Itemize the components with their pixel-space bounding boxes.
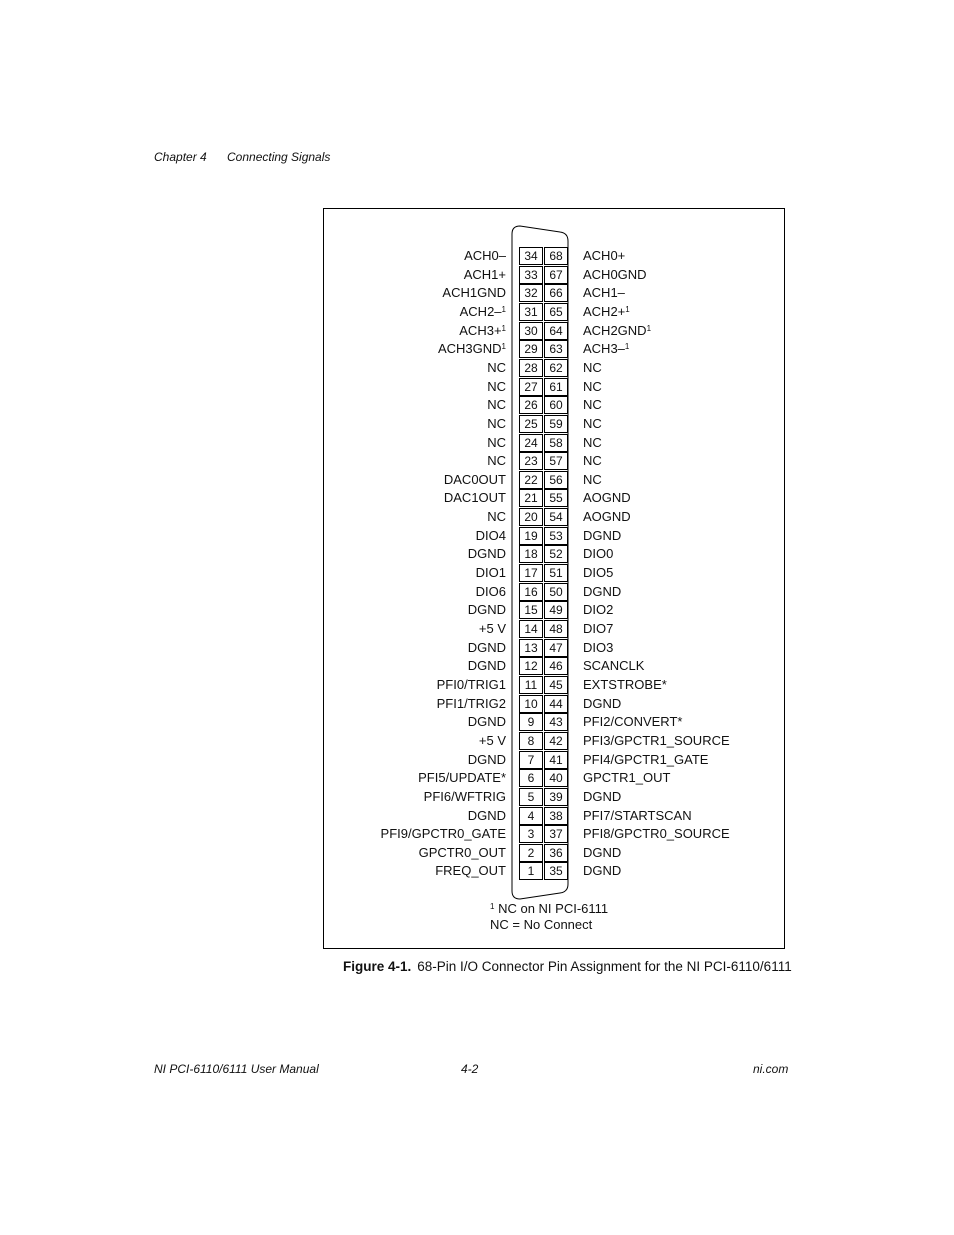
figure-caption: [343, 959, 792, 974]
signal-label-right: [583, 807, 692, 825]
pin-row: [519, 396, 569, 414]
pin-row: [519, 807, 569, 825]
signal-name: ACH1GND: [442, 285, 506, 301]
pin-number-right: 59: [544, 415, 568, 433]
pin-row: [519, 378, 569, 396]
signal-label-left: [468, 639, 506, 657]
signal-name: DIO5: [583, 565, 614, 581]
pin-number-right: 45: [544, 676, 568, 694]
pin-number-right: 47: [544, 639, 568, 657]
signal-label-left: [460, 303, 506, 321]
pin-row: [519, 564, 569, 582]
pin-number-right: 57: [544, 452, 568, 470]
signal-name: PFI8/GPCTR0_SOURCE: [583, 826, 730, 842]
signal-name: DGND: [467, 602, 506, 618]
pin-row: [519, 713, 569, 731]
signal-label-left: [468, 545, 506, 563]
signal-name: NC: [583, 378, 602, 394]
signal-label-left: [419, 844, 506, 862]
pin-number-left: 25: [519, 415, 543, 433]
signal-label-right: [583, 378, 602, 396]
signal-name: NC: [487, 509, 506, 525]
pin-row: [519, 788, 569, 806]
pin-number-left: 10: [519, 695, 543, 713]
signal-name: DGND: [583, 863, 622, 879]
signal-name: DIO3: [583, 639, 614, 655]
signal-name: NC: [487, 359, 506, 375]
signal-label-left: [487, 359, 506, 377]
pin-number-right: 42: [544, 732, 568, 750]
signal-label-left: [479, 732, 506, 750]
signal-label-right: [583, 508, 631, 526]
figure-caption-text: 68-Pin I/O Connector Pin Assignment for the NI PCI-6110/6111: [417, 959, 792, 974]
signal-name: PFI6/WFTRIG: [423, 788, 506, 804]
signal-label-right: [583, 862, 621, 880]
signal-label-left: [476, 564, 506, 582]
pin-row: [519, 415, 569, 433]
signal-label-left: [487, 415, 506, 433]
signal-label-left: [438, 340, 506, 358]
signal-label-right: [583, 676, 667, 694]
signal-name: DGND: [467, 658, 506, 674]
signal-label-right: [583, 657, 644, 675]
pin-number-left: 33: [519, 266, 543, 284]
signal-name: NC: [487, 378, 506, 394]
pin-number-right: 53: [544, 527, 568, 545]
pin-number-left: 7: [519, 751, 543, 769]
pin-number-left: 18: [519, 545, 543, 563]
signal-name: NC: [583, 453, 602, 469]
pin-row: [519, 769, 569, 787]
signal-label-left: [468, 751, 506, 769]
signal-name: DGND: [467, 546, 506, 562]
pin-number-right: 58: [544, 434, 568, 452]
pin-row: [519, 489, 569, 507]
footnote-ref: 1: [624, 342, 630, 352]
signal-name: AOGND: [583, 490, 631, 506]
pin-number-left: 8: [519, 732, 543, 750]
signal-label-right: [583, 545, 613, 563]
pin-row: [519, 471, 569, 489]
signal-label-right: [583, 620, 613, 638]
pin-number-left: 9: [519, 713, 543, 731]
signal-name: NC: [583, 359, 602, 375]
signal-label-right: [583, 266, 647, 284]
pin-row: [519, 434, 569, 452]
signal-label-left: [487, 434, 506, 452]
signal-label-right: [583, 639, 613, 657]
signal-name: ACH0–: [464, 248, 506, 263]
footnote-ref: 1: [501, 342, 506, 352]
signal-label-right: [583, 340, 629, 358]
signal-label-left: [487, 378, 506, 396]
signal-label-right: [583, 601, 613, 619]
signal-name: DIO7: [583, 621, 614, 636]
signal-name: DIO1: [475, 565, 506, 581]
signal-name: ACH0GND: [583, 266, 647, 282]
pin-row: [519, 266, 569, 284]
running-header-title: Connecting Signals: [227, 150, 331, 164]
pin-number-right: 37: [544, 825, 568, 843]
signal-name: ACH3–: [583, 341, 625, 357]
signal-name: ACH1–: [583, 285, 625, 301]
signal-label-right: [583, 452, 602, 470]
pin-number-left: 29: [519, 340, 543, 358]
pin-number-right: 68: [544, 247, 568, 265]
pin-row: [519, 657, 569, 675]
signal-name: DGND: [467, 807, 506, 823]
signal-name: DGND: [583, 844, 622, 860]
pin-number-right: 64: [544, 322, 568, 340]
pin-row: [519, 695, 569, 713]
signal-label-right: [583, 284, 625, 302]
signal-label-left: [381, 825, 506, 843]
signal-name: SCANCLK: [583, 658, 645, 674]
signal-name: NC: [487, 415, 506, 431]
footnote-ref: 1: [501, 323, 506, 333]
signal-name: PFI2/CONVERT*: [583, 714, 683, 730]
pin-number-right: 54: [544, 508, 568, 526]
running-header-chapter: Chapter 4: [154, 150, 207, 164]
signal-label-left: [487, 452, 506, 470]
pin-number-left: 4: [519, 807, 543, 825]
pin-row: [519, 340, 569, 358]
pin-row: [519, 601, 569, 619]
pin-number-right: 40: [544, 769, 568, 787]
signal-name: DGND: [583, 527, 622, 543]
pin-number-right: 52: [544, 545, 568, 563]
pin-number-left: 17: [519, 564, 543, 582]
signal-name: +5 V: [478, 732, 506, 748]
signal-name: PFI4/GPCTR1_GATE: [583, 751, 709, 767]
footer-manual: NI PCI-6110/6111 User Manual: [154, 1062, 319, 1076]
pin-row: [519, 844, 569, 862]
signal-name: NC: [487, 453, 506, 469]
pin-number-left: 23: [519, 452, 543, 470]
signal-name: DGND: [583, 583, 622, 599]
pin-number-left: 14: [519, 620, 543, 638]
pin-number-right: 36: [544, 844, 568, 862]
pin-number-left: 15: [519, 601, 543, 619]
pin-row: [519, 620, 569, 638]
pin-number-left: 24: [519, 434, 543, 452]
signal-name: DGND: [583, 695, 622, 711]
pin-number-right: 55: [544, 489, 568, 507]
signal-name: +5 V: [478, 621, 506, 636]
signal-name: ACH3GND: [437, 341, 502, 357]
signal-label-left: [464, 247, 506, 265]
signal-name: ACH0+: [583, 248, 626, 263]
pin-number-right: 62: [544, 359, 568, 377]
pin-number-left: 16: [519, 583, 543, 601]
signal-name: PFI5/UPDATE*: [418, 770, 506, 786]
pin-number-left: 19: [519, 527, 543, 545]
signal-label-right: [583, 583, 621, 601]
pin-number-left: 26: [519, 396, 543, 414]
signal-name: DIO2: [583, 602, 614, 618]
pin-number-left: 28: [519, 359, 543, 377]
pin-number-left: 31: [519, 303, 543, 321]
signal-name: DIO6: [475, 583, 506, 599]
signal-label-right: [583, 844, 621, 862]
signal-name: GPCTR0_OUT: [418, 844, 506, 860]
signal-label-right: [583, 359, 602, 377]
signal-name: NC: [583, 397, 602, 413]
pin-row: [519, 284, 569, 302]
signal-label-right: [583, 769, 670, 787]
signal-name: EXTSTROBE*: [583, 676, 667, 692]
pin-number-right: 35: [544, 862, 568, 880]
footnote-mark: 1: [490, 902, 495, 911]
pin-number-left: 12: [519, 657, 543, 675]
footnote-text: NC on NI PCI-6111: [498, 901, 609, 916]
signal-label-left: [487, 508, 506, 526]
pin-number-right: 46: [544, 657, 568, 675]
signal-name: ACH3+: [459, 322, 502, 338]
signal-name: NC: [487, 397, 506, 413]
signal-label-right: [583, 751, 708, 769]
signal-label-right: [583, 564, 613, 582]
pin-number-right: 67: [544, 266, 568, 284]
signal-name: DGND: [583, 788, 622, 804]
pin-row: [519, 825, 569, 843]
signal-name: DIO0: [583, 546, 614, 562]
signal-label-right: [583, 434, 602, 452]
signal-name: GPCTR1_OUT: [583, 770, 671, 786]
pin-number-right: 60: [544, 396, 568, 414]
figure-caption-label: Figure 4-1.: [343, 959, 412, 974]
signal-label-left: [487, 396, 506, 414]
pin-number-right: 41: [544, 751, 568, 769]
pin-number-right: 38: [544, 807, 568, 825]
pin-row: [519, 452, 569, 470]
signal-name: PFI3/GPCTR1_SOURCE: [583, 732, 730, 748]
pin-number-right: 66: [544, 284, 568, 302]
pin-number-right: 49: [544, 601, 568, 619]
signal-label-right: [583, 415, 602, 433]
signal-name: NC: [583, 434, 602, 450]
pin-number-right: 39: [544, 788, 568, 806]
pin-number-left: 30: [519, 322, 543, 340]
footer-page-number: 4-2: [461, 1062, 479, 1076]
signal-label-right: [583, 303, 630, 321]
signal-label-right: [583, 788, 621, 806]
pin-row: [519, 247, 569, 265]
signal-name: NC: [487, 434, 506, 450]
pin-row: [519, 303, 569, 321]
footnote-nc-pci6111: [490, 901, 608, 917]
pin-number-right: 51: [544, 564, 568, 582]
pin-number-left: 34: [519, 247, 543, 265]
signal-name: NC: [583, 415, 602, 431]
signal-name: ACH2+: [583, 303, 626, 319]
pin-number-left: 22: [519, 471, 543, 489]
signal-name: PFI7/STARTSCAN: [583, 807, 692, 823]
signal-name: ACH2–: [459, 303, 502, 319]
pin-row: [519, 732, 569, 750]
signal-name: DGND: [467, 751, 506, 767]
signal-label-right: [583, 471, 602, 489]
signal-label-right: [583, 527, 621, 545]
signal-label-left: [435, 862, 506, 880]
signal-label-left: [437, 695, 506, 713]
signal-name: FREQ_OUT: [435, 863, 506, 879]
pin-number-right: 50: [544, 583, 568, 601]
pin-row: [519, 583, 569, 601]
signal-name: PFI0/TRIG1: [436, 676, 506, 692]
signal-label-left: [468, 601, 506, 619]
pin-row: [519, 527, 569, 545]
signal-name: DIO4: [475, 527, 506, 543]
pin-number-right: 61: [544, 378, 568, 396]
signal-label-right: [583, 825, 730, 843]
pin-number-left: 32: [519, 284, 543, 302]
signal-label-right: [583, 489, 631, 507]
signal-label-left: [459, 322, 506, 340]
signal-name: ACH1+: [463, 266, 506, 282]
signal-label-right: [583, 396, 602, 414]
footnote-ref: 1: [625, 304, 630, 314]
signal-name: DGND: [467, 714, 506, 730]
signal-label-right: [583, 247, 625, 265]
signal-name: AOGND: [583, 509, 631, 525]
pin-row: [519, 508, 569, 526]
pin-row: [519, 639, 569, 657]
signal-label-left: [442, 284, 506, 302]
footnote-ref: 1: [646, 323, 652, 333]
pin-number-left: 13: [519, 639, 543, 657]
signal-label-right: [583, 322, 651, 340]
footnote-nc-definition: NC = No Connect: [490, 917, 593, 932]
signal-label-left: [444, 489, 506, 507]
signal-label-left: [464, 266, 506, 284]
signal-label-right: [583, 695, 621, 713]
pin-number-right: 48: [544, 620, 568, 638]
pin-number-left: 27: [519, 378, 543, 396]
signal-label-right: [583, 732, 730, 750]
footer-site: ni.com: [753, 1062, 789, 1076]
signal-label-left: [418, 769, 506, 787]
pin-number-left: 6: [519, 769, 543, 787]
pin-number-right: 65: [544, 303, 568, 321]
signal-label-left: [437, 676, 506, 694]
signal-label-left: [479, 620, 506, 638]
pin-number-left: 3: [519, 825, 543, 843]
signal-name: NC: [583, 471, 602, 487]
pin-row: [519, 545, 569, 563]
pin-number-left: 2: [519, 844, 543, 862]
pin-row: [519, 676, 569, 694]
pin-number-right: 43: [544, 713, 568, 731]
signal-name: PFI9/GPCTR0_GATE: [380, 826, 506, 842]
pin-number-left: 1: [519, 862, 543, 880]
pin-row: [519, 862, 569, 880]
pin-row: [519, 322, 569, 340]
pin-number-left: 21: [519, 489, 543, 507]
pin-number-right: 44: [544, 695, 568, 713]
signal-label-left: [468, 713, 506, 731]
signal-label-left: [468, 657, 506, 675]
signal-label-left: [476, 583, 506, 601]
signal-name: PFI1/TRIG2: [436, 695, 506, 711]
signal-label-left: [468, 807, 506, 825]
pin-row: [519, 751, 569, 769]
pin-number-left: 20: [519, 508, 543, 526]
signal-label-left: [476, 527, 506, 545]
signal-name: DAC0OUT: [443, 471, 506, 487]
pin-number-right: 63: [544, 340, 568, 358]
pin-number-left: 11: [519, 676, 543, 694]
signal-label-right: [583, 713, 682, 731]
pin-row: [519, 359, 569, 377]
signal-label-left: [424, 788, 506, 806]
signal-name: DAC1OUT: [443, 490, 506, 506]
footnote-ref: 1: [501, 304, 506, 314]
pin-number-right: 56: [544, 471, 568, 489]
signal-label-left: [444, 471, 506, 489]
signal-name: ACH2GND: [583, 322, 647, 338]
signal-name: DGND: [467, 639, 506, 655]
pin-number-left: 5: [519, 788, 543, 806]
